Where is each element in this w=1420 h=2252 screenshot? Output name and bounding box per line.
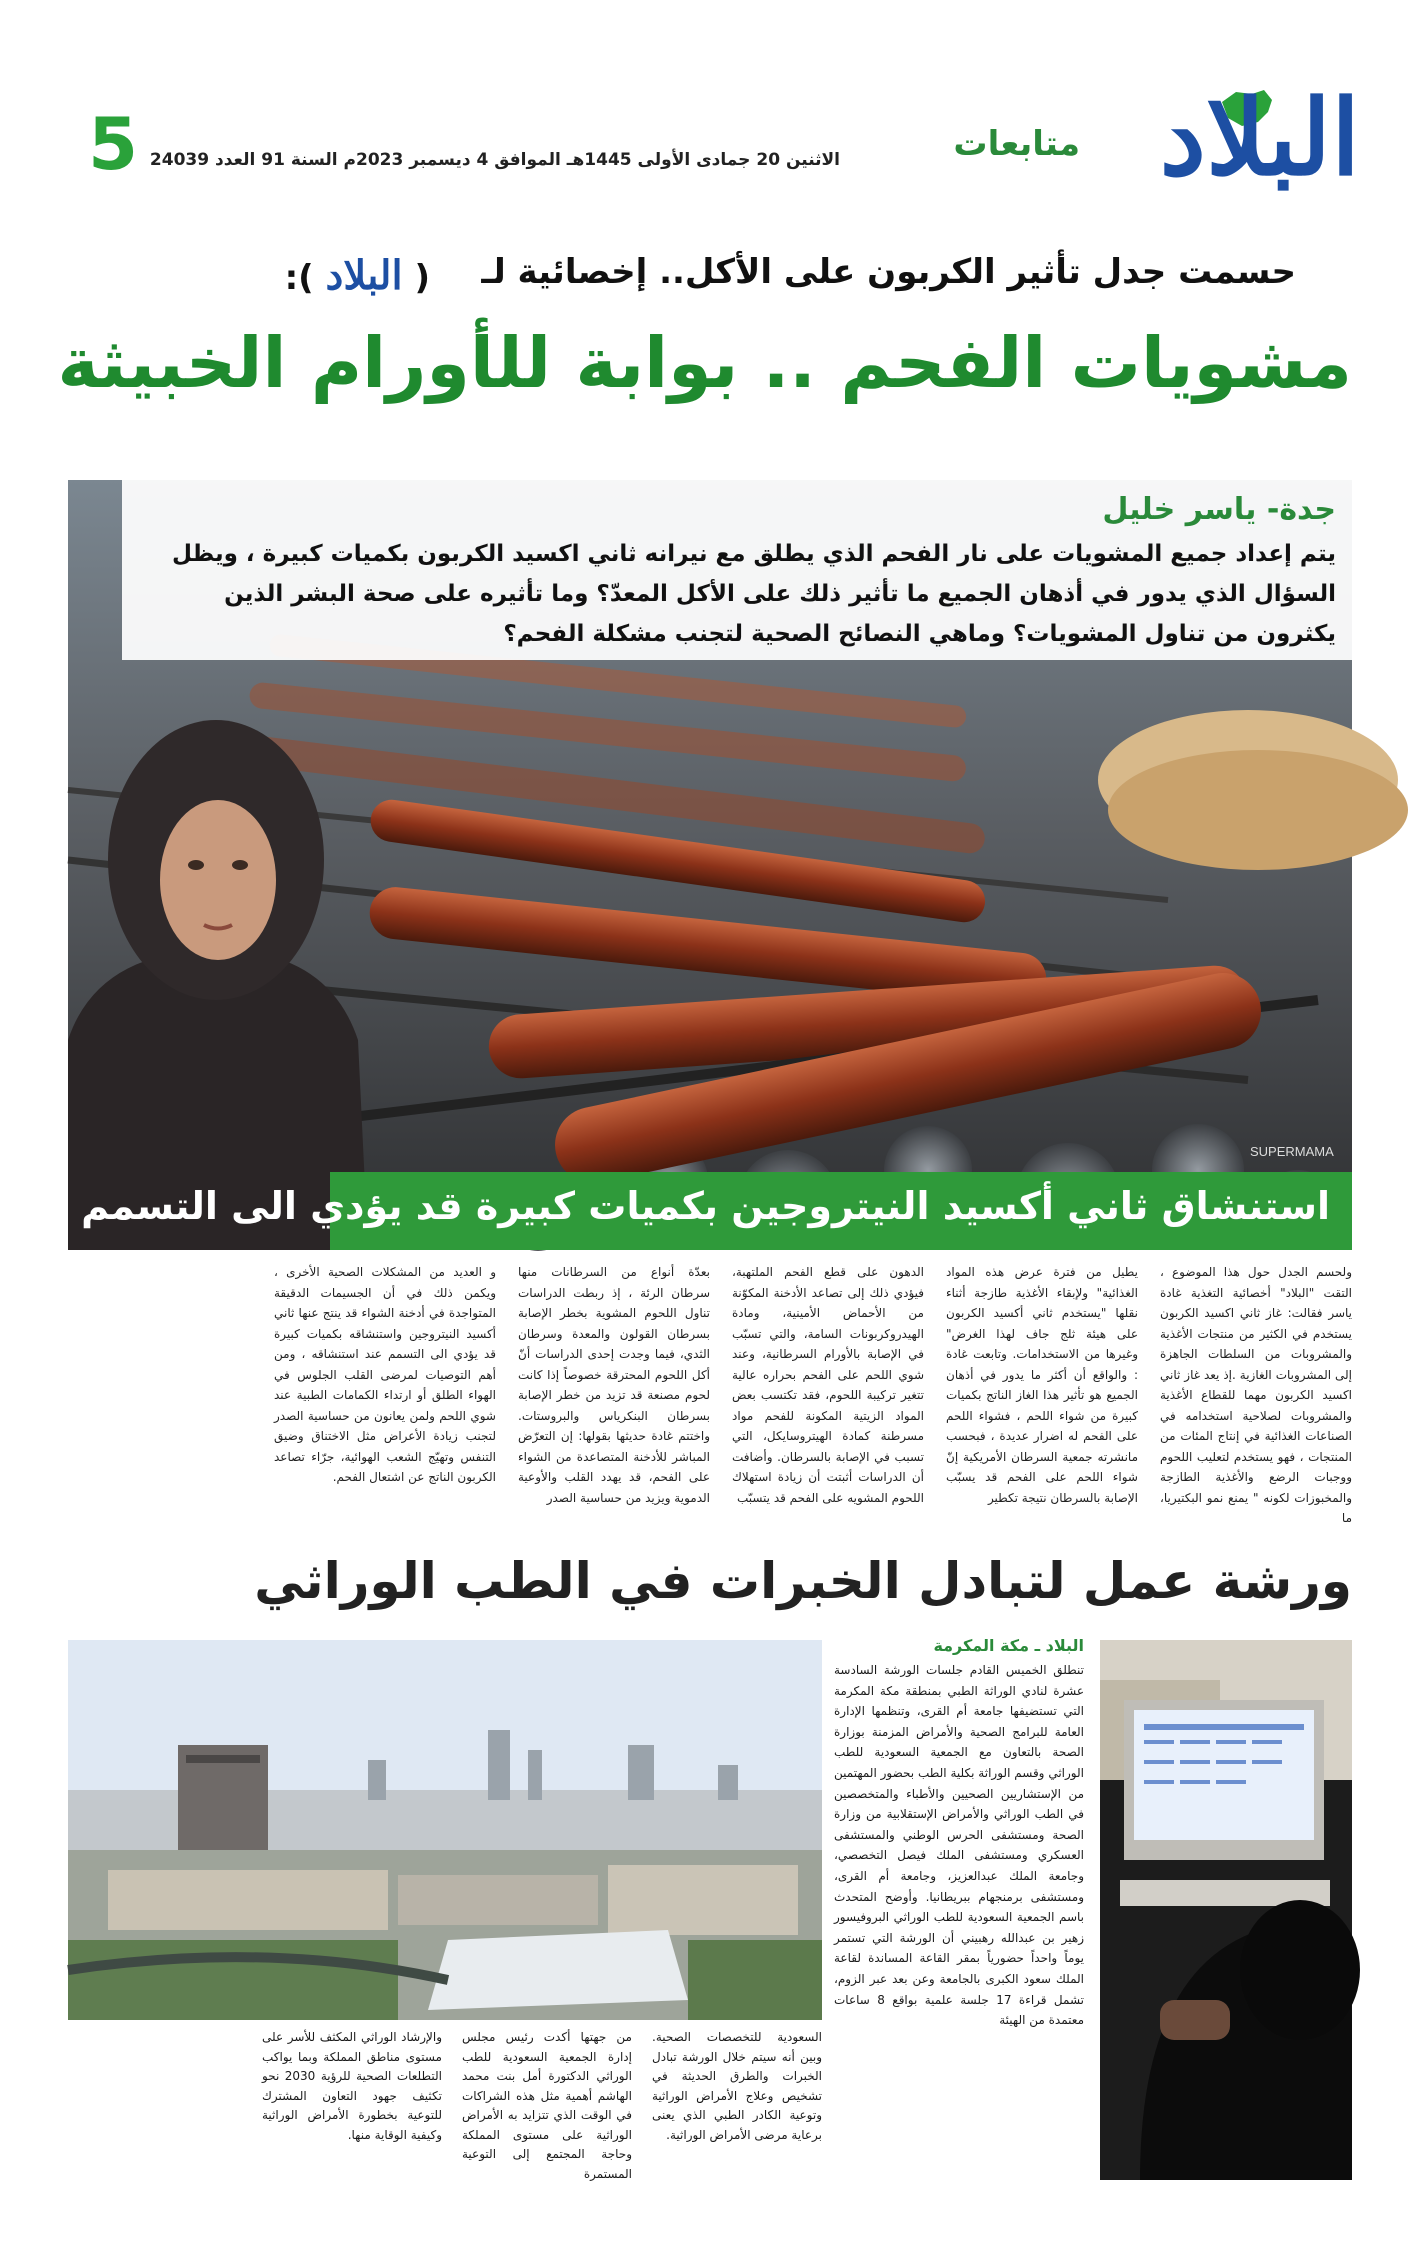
story1-column-3: الدهون على قطع الفحم الملتهبة، فيؤدي ذلك إلى تصاعد الأدخنة المكوّنة من الأحماض الأمينية، ومادة الهيدروكربونات السامة، والتي تسبّب في الإصابة بالأورام السرطانية، وعند شوي اللحم على الفحم بحراره عالية تتغير تركيبة اللحوم، فقد تكتسب بعض المواد الزيتية المكونة للفحم مواد مسرطنة كمادة الهيتروسايكل، التي تسبب في الإصابة بالسرطان. وأضافت أن الدراسات أثبتت أن زيادة استهلاك اللحوم المشويه على الفحم قد يتسبّب [732,1265,924,1505]
photo-umm-al-qura-campus [68,1640,822,2020]
caption-banner [81,1172,1352,1250]
story2-headline: ورشة عمل لتبادل الخبرات في الطب الوراثي [254,1552,1352,1610]
newspaper-logo [1120,78,1360,198]
kicker-bracket-open: ( [414,258,430,298]
kicker-logo-inline: البلاد [325,252,403,299]
page-number: 5 [88,102,139,186]
kicker-text: حسمت جدل تأثير الكربون على الأكل.. إخصائية لـ [481,252,1296,292]
caption-text: استنشاق ثاني أكسيد النيتروجين بكميات كبيرة قد يؤدي الى التسمم [81,1184,1330,1228]
story2-column-2: من جهتها أكدت رئيس مجلس إدارة الجمعية السعودية للطب الوراثي الدكتورة أمل بنت محمد الهاشم أهمية مثل هذه الشراكات في الوقت الذي تتزايد به الأمراض الوراثية على مستوى المملكة وحاجة المجتمع إلى التوعية المستمرة [462,2030,632,2181]
story1-column-2: يطيل من فترة عرض هذه المواد الغذائية" ولإبقاء الأغذية طازجة أثناء نقلها "يستخدم ثاني أكسيد الكربون على هيئة ثلج جاف لهذا الغرض" وغيرها من الاستخدامات. وتابعت غادة : والواقع أن أكثر ما يدور في أذهان الجميع هو تأثير هذا الغاز الناتج بكميات كبيرة من شواء اللحم ، فشواء اللحم على الفحم له اضرار عديدة ، فبحسب مانشرته جمعية السرطان الأمريكية إنّ شواء اللحم على الفحم قد يسبّب الإصابة بالسرطان نتيجة تكطير [946,1265,1138,1505]
lead-box [122,480,1362,660]
story2-column-1: السعودية للتخصصات الصحية. وبين أنه سيتم خلال الورشة تبادل الخبرات والطرق الحديثة في تشخيص وعلاج الأمراض الوراثية وتوعية الكادر الطبي الذي يعنى برعاية مرضى الأمراض الوراثية. [652,2030,822,2142]
kicker-bracket-close: ): [284,258,314,298]
story1-column-1: ولحسم الجدل حول هذا الموضوع ، التقت "البلاد" أخصائية التغذية غادة ياسر فقالت: غاز ثاني اكسيد الكربون يستخدم في الكثير من منتجات الأغذية والمشروبات من السلطات الجاهزة إلى المشروبات الغازية .إذ يعد غاز ثاني اكسيد الكربون مهما للقطاع الأغذية والمشروبات لصلاحية استخدامه في الصناعات الغذائية في إنتاج المئات من المنتجات ، فهو يستخدم لتعليب اللحوم ووجبات الرضع والأغذية الطازجة والمخبوزات لكونه " يمنع نمو البكتيريا، ما [1160,1265,1352,1525]
story1-byline: جدة- ياسر خليل [1102,492,1336,527]
story1-body [68,1262,1352,1562]
kicker-bracket [285,252,430,299]
story2-byline: البلاد ـ مكة المكرمة [933,1636,1084,1655]
photo-credit: SUPERMAMA [1250,1144,1334,1159]
lab-computer-illustration [1100,1640,1352,2180]
story1-column-4: بعدّة أنواع من السرطانات منها سرطان الرئة ، إذ ربطت الدراسات تناول اللحوم المشوية بخطر الإصابة بسرطان القولون والمعدة وسرطان الثدي، فيما وجدت إحدى الدراسات أنّ أكل اللحوم المحترقة خصوصاً إذا كانت لحوم مصنعة قد تزيد من خطر الإصابة بسرطان البنكرياس والبروستات. واختتم غادة حديثها بقولها: إن التعرّض المباشر للأدخنة المتصاعدة من الشواء على الفحم، قد يهدد القلب والأوعية الدموية ويزيد من حساسية الصدر [518,1265,710,1505]
story2-columns [68,2028,822,2181]
story1-column-5: و العديد من المشكلات الصحية الأخرى ، ويكمن ذلك في أن الجسيمات الدقيقة المتواجدة في أدخنة الشواء قد ينتج عنها ثاني أكسيد النيتروجين واستنشاقه بكميات كبيرة قد يؤدي الى التسمم عند استنشاقه ، ومن أهم التوصيات لمرضى القلب الجلوس في الهواء الطلق أو ارتداء الكمامات الطبية عند شوي اللحم ولمن يعانون من حساسية الصدر لتجنب زيادة الأعراض مثل الاختناق وضيق التنفس وتهيّج الشعب الهوائية، جرّاء تصاعد الكربون الناتج عن اشتعال الفحم. [274,1265,496,1484]
story1-headline: مشويات الفحم .. بوابة للأورام الخبيثة [57,322,1352,404]
logo-wordmark: البلاد [1159,76,1360,199]
dateline: الاثنين 20 جمادى الأولى 1445هـ الموافق 4 ديسمبر 2023م السنة 91 العدد 24039 [149,150,840,170]
photo-lab-computer [1100,1640,1352,2180]
story1-kicker [481,252,1296,292]
campus-aerial-illustration [68,1640,822,2020]
story2-column-3: والإرشاد الوراثي المكثف للأسر على مستوى مناطق المملكة وبما يواكب التطلعات الصحية للرؤية 2030 نحو تكثيف جهود التعاون المشترك للتوعية بخطورة الأمراض الوراثية وكيفية الوقاية منها. [262,2030,442,2142]
masthead [0,0,1420,230]
section-label: متابعات [953,124,1080,164]
story2-body: تنطلق الخميس القادم جلسات الورشة السادسة عشرة لنادي الوراثة الطبي بمنطقة مكة المكرمة التي تستضيفها جامعة أم القرى، وتنظمها الإدارة العامة للبرامج الصحية والأمراض المزمنة بوزارة الصحة بالتعاون مع الجمعية السعودية للطب الوراثي وقسم الوراثة بكلية الطب بحضور المهتمين من الإستشاريين الصحيين والأطباء والمتخصصين في الطب الوراثي والأمراض الإستقلابية من وزارة الصحة ومستشفى الحرس الوطني والمستشفى العسكري ومستشفى الملك فيصل التخصصي، وجامعة الملك عبدالعزيز، وجامعة أم القرى، ومستشفى برمنجهام ببريطانيا. وأوضح المتحدث باسم الجمعية السعودية للطب الوراثي البروفيسور زهير بن عبدالله رهبيني أن الورشة التي تستمر يوماً واحداً حضورياً بمقر القاعة المساندة لقاعة الملك سعود الكبرى بالجامعة وعن بعد عبر الزوم، تشمل قراءة 17 جلسة علمية بواقع 8 ساعات معتمدة من الهيئة [834,1663,1085,2028]
story1-lead: يتم إعداد جميع المشويات على نار الفحم الذي يطلق مع نيرانه ثاني اكسيد الكربون بكميات كبيرة ، ويظل السؤال الذي يدور في أذهان الجميع ما تأثير ذلك على الأكل المعدّ؟ وما تأثيره على صحة البشر الذين يكثرون من تناول المشويات؟ وماهي النصائح الصحية لتجنب مشكلة الفحم؟ [172,541,1336,647]
